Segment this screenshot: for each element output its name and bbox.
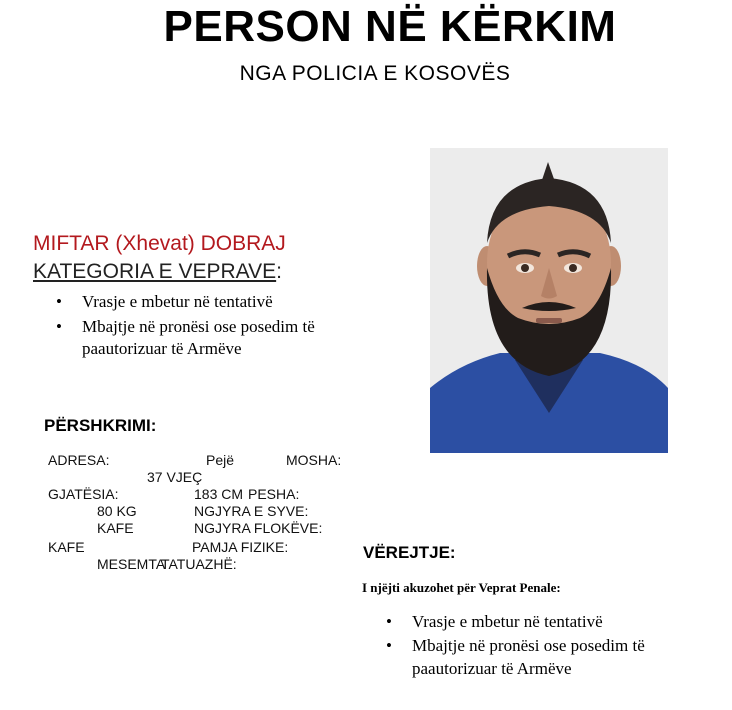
age-value: 37 VJEÇ xyxy=(147,469,203,485)
crime-item: • Mbajtje në pronësi ose posedim të paautorizuar të Armëve xyxy=(82,316,382,360)
build-label: PAMJA FIZIKE: xyxy=(192,539,289,555)
eye-color-label: NGJYRA E SYVE: xyxy=(194,503,309,519)
weight-label: PESHA: xyxy=(248,486,300,502)
address-label: ADRESA: xyxy=(48,452,110,468)
accused-text: I njëjti akuzohet për Veprat Penale: xyxy=(362,580,561,595)
crime-item: • Vrasje e mbetur në tentativë xyxy=(82,291,382,313)
remarks-crime-item: • Vrasje e mbetur në tentativë xyxy=(412,610,712,633)
crime-category-label: KATEGORIA E VEPRAVE xyxy=(33,260,277,283)
suspect-name: MIFTAR (Xhevat) DOBRAJ xyxy=(33,232,286,255)
address-value: Pejë xyxy=(206,452,235,468)
remarks-heading: VËREJTJE: xyxy=(363,543,456,562)
remarks-crime-item: • Mbajtje në pronësi ose posedim të paautorizuar të Armëve xyxy=(412,634,712,680)
eye-color-value: KAFE xyxy=(97,520,134,536)
suspect-photo xyxy=(430,148,668,453)
description-heading: PËRSHKRIMI: xyxy=(44,416,157,435)
page-subtitle: NGA POLICIA E KOSOVËS xyxy=(239,62,511,85)
age-label: MOSHA: xyxy=(286,452,342,468)
weight-value: 80 KG xyxy=(97,503,137,519)
build-value: MESEMTA xyxy=(97,556,166,572)
crime-list xyxy=(82,291,382,363)
page-title: PERSON NË KËRKIM xyxy=(163,2,617,51)
height-label: GJATËSIA: xyxy=(48,486,119,502)
hair-color-label: NGJYRA FLOKËVE: xyxy=(194,520,323,536)
height-value: 183 CM xyxy=(194,486,244,502)
tattoo-label: TATUAZHË: xyxy=(161,556,237,572)
hair-color-value: KAFE xyxy=(48,539,85,555)
remarks-crime-list xyxy=(412,610,712,681)
crime-category-colon: : xyxy=(276,260,282,283)
crime-category-heading xyxy=(33,260,282,284)
